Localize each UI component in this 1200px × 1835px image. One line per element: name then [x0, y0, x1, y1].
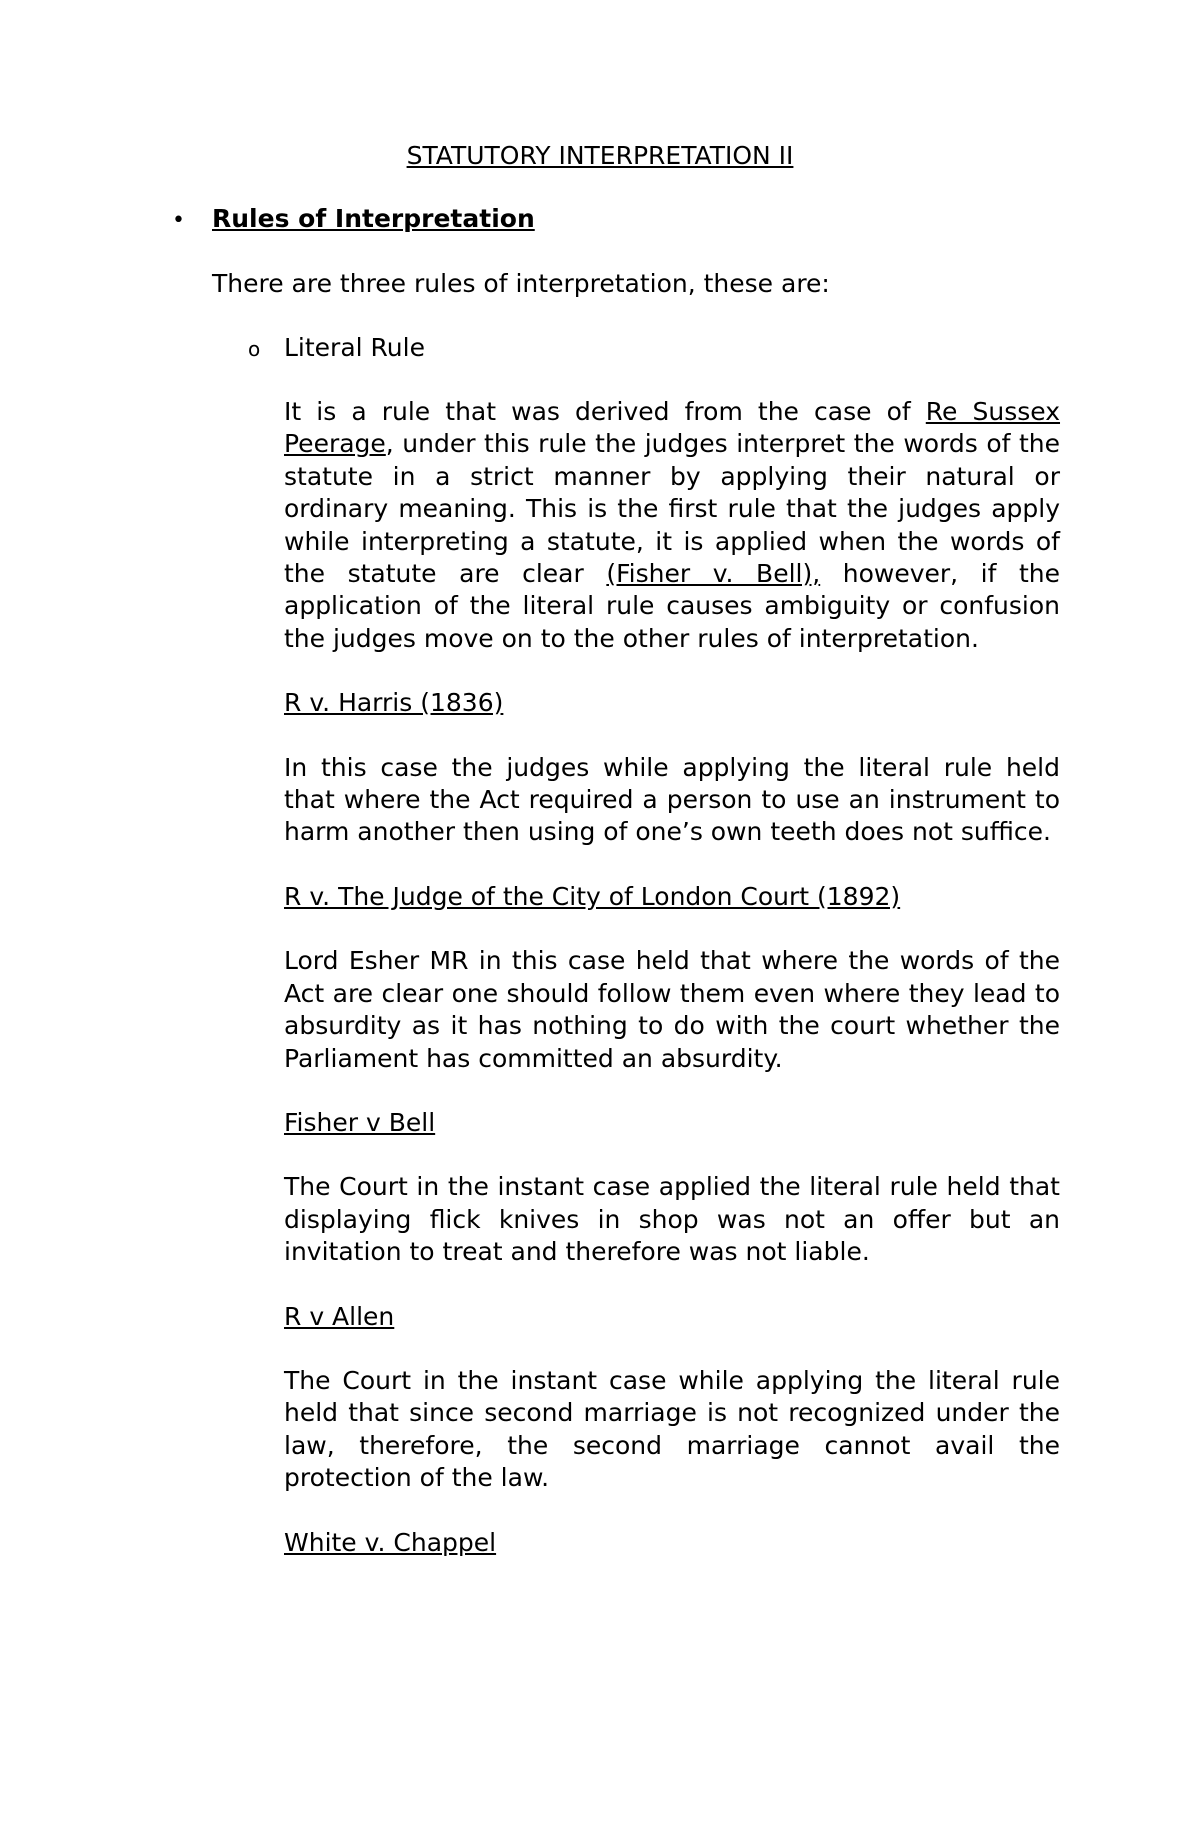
case-reference: Re Sussex Peerage [284, 397, 1061, 459]
paragraph-text: however, if the application of the literal rule causes ambiguity or confusion the judges move on to the other rules of interpretation. [284, 559, 1061, 653]
case-heading: White v. Chappel [284, 1527, 497, 1557]
bullet-icon: • [172, 208, 185, 233]
content-body [284, 396, 1060, 1591]
section-heading: Rules of Interpretation [212, 204, 535, 233]
case-paragraph: The Court in the instant case while applying the literal rule held that since second marriage is not recognized under the law, therefore, the second marriage cannot avail the protection of the law. [284, 1365, 1060, 1493]
paragraph-text: , under this rule the judges interpret the words of the statute in a strict manner by applying their natural or ordinary meaning. This is the first rule that the judges apply while interpreting a statute, it is applied when the words of the statute are clear [284, 429, 1060, 589]
case-paragraph: Lord Esher MR in this case held that where the words of the Act are clear one should follow them even where they lead to absurdity as it has nothing to do with the court whether the Parliament has committed an absurdity. [284, 946, 1060, 1073]
section-bullet [172, 203, 535, 237]
case-heading: R v. Harris (1836) [284, 688, 504, 718]
sub-heading: Literal Rule [284, 333, 425, 362]
intro-text: There are three rules of interpretation, these are: [212, 269, 830, 298]
sub-bullet [248, 332, 425, 365]
case-heading: R v. The Judge of the City of London Court (1892) [284, 881, 901, 911]
paragraph-text: It is a rule that was derived from the case of [284, 397, 926, 426]
hollow-bullet-icon: o [248, 337, 261, 361]
case-paragraph: The Court in the instant case applied the literal rule held that displaying flick knives in shop was not an offer but an invitation to treat and therefore was not liable. [284, 1172, 1060, 1267]
document-title: STATUTORY INTERPRETATION II [406, 141, 794, 170]
case-reference: (Fisher v. Bell), [606, 559, 821, 589]
case-paragraph: In this case the judges while applying the literal rule held that where the Act required a person to use an instrument to harm another then using of one’s own teeth does not suffice. [284, 752, 1060, 847]
case-heading: Fisher v Bell [284, 1107, 436, 1137]
literal-rule-paragraph [284, 396, 1060, 655]
case-heading: R v Allen [284, 1301, 395, 1331]
